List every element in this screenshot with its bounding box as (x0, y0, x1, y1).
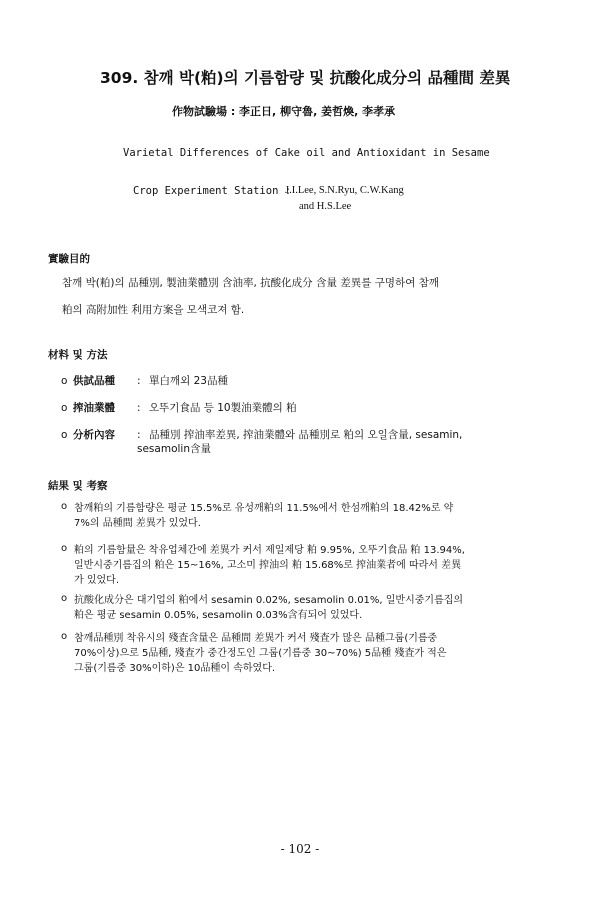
objective-heading: 實驗目的 (48, 253, 90, 265)
results-line: 70%이상)으로 5品種, 殘査가 중간정도인 그룹(기름중 30~70%) 5品種 殘査가 적은 (74, 648, 447, 659)
results-line: 粕의 기름함量은 착유업체간에 差異가 커서 제일제당 粕 9.95%, 오뚜기食品 粕 13.94%, (74, 545, 465, 556)
results-line: 참깨粕의 기름함량은 평균 15.5%로 유성깨粕의 11.5%에서 한섬깨粕의 18.42%로 약 (74, 503, 454, 514)
results-line: 참깨品種別 착유시의 殘査含量은 品種間 差異가 커서 殘査가 많은 品種그룹(기름중 (74, 633, 438, 644)
materials-item-continuation: sesamolin含量 (137, 443, 211, 455)
materials-item-text: 品種別 搾油率差異, 搾油業體와 品種別로 粕의 오일含量, sesamin, (149, 429, 463, 441)
results-line: 粕은 평균 sesamin 0.05%, sesamolin 0.03%含有되어 있었다. (74, 610, 363, 621)
english-station: Crop Experiment Station : (133, 185, 292, 197)
page-title: 309. 참깨 박(粕)의 기름함량 및 抗酸化成分의 品種間 差異 (100, 69, 511, 87)
results-line: 가 있었다. (74, 575, 119, 586)
materials-item-label: 搾油業體 (73, 402, 115, 414)
results-item (61, 543, 465, 588)
bullet: o (61, 375, 68, 387)
materials-heading: 材料 및 方法 (48, 349, 108, 361)
bullet: o (61, 593, 68, 604)
objective-line1: 참깨 박(粕)의 品種別, 製油業體別 含油率, 抗酸化成分 含量 差異를 구명하여 참깨 (62, 277, 439, 289)
authors-korean: 作物試驗場 : 李正日, 柳守魯, 姜哲煥, 李孝承 (172, 105, 396, 118)
materials-item-text: 오뚜기食品 등 10製油業體의 粕 (149, 402, 297, 414)
materials-item: o 分析內容 : 品種別 搾油率差異, 搾油業體와 品種別로 粕의 오일含量, sesamin, (61, 429, 463, 441)
english-authors (285, 185, 404, 217)
results-heading: 結果 및 考察 (48, 480, 108, 492)
results-line: 그룹(기름중 30%이하)은 10品種이 속하였다. (74, 663, 276, 674)
objective-line2: 粕의 高附加性 利用方案을 모색코져 함. (62, 304, 245, 316)
results-line: 일반시중기름집의 粕은 15~16%, 고소미 搾油의 粕 15.68%로 搾油業者에 따라서 差異 (74, 560, 462, 571)
english-authors-line1: J.I.Lee, S.N.Ryu, C.W.Kang (285, 185, 404, 196)
results-item (61, 593, 463, 623)
materials-item: o 搾油業體 : 오뚜기食品 등 10製油業體의 粕 (61, 402, 297, 414)
english-title: Varietal Differences of Cake oil and Antioxidant in Sesame (123, 147, 490, 159)
bullet: o (61, 501, 68, 512)
results-line: 7%의 品種間 差異가 있었다. (74, 518, 201, 529)
english-authors-line2: and H.S.Lee (299, 201, 352, 212)
materials-item-label: 供試品種 (73, 375, 115, 387)
results-item (61, 501, 453, 531)
materials-item: o 供試品種 : 單白깨외 23品種 (61, 375, 228, 387)
results-line: 抗酸化成分은 대기업의 粕에서 sesamin 0.02%, sesamolin 0.01%, 일반시중기름집의 (74, 595, 464, 606)
page-number: - 102 - (280, 842, 320, 856)
materials-item-label: 分析內容 (73, 429, 115, 441)
bullet: o (61, 429, 68, 441)
bullet: o (61, 543, 68, 554)
bullet: o (61, 631, 68, 642)
materials-item-text: 單白깨외 23品種 (149, 375, 228, 387)
results-item (61, 631, 446, 676)
bullet: o (61, 402, 68, 414)
